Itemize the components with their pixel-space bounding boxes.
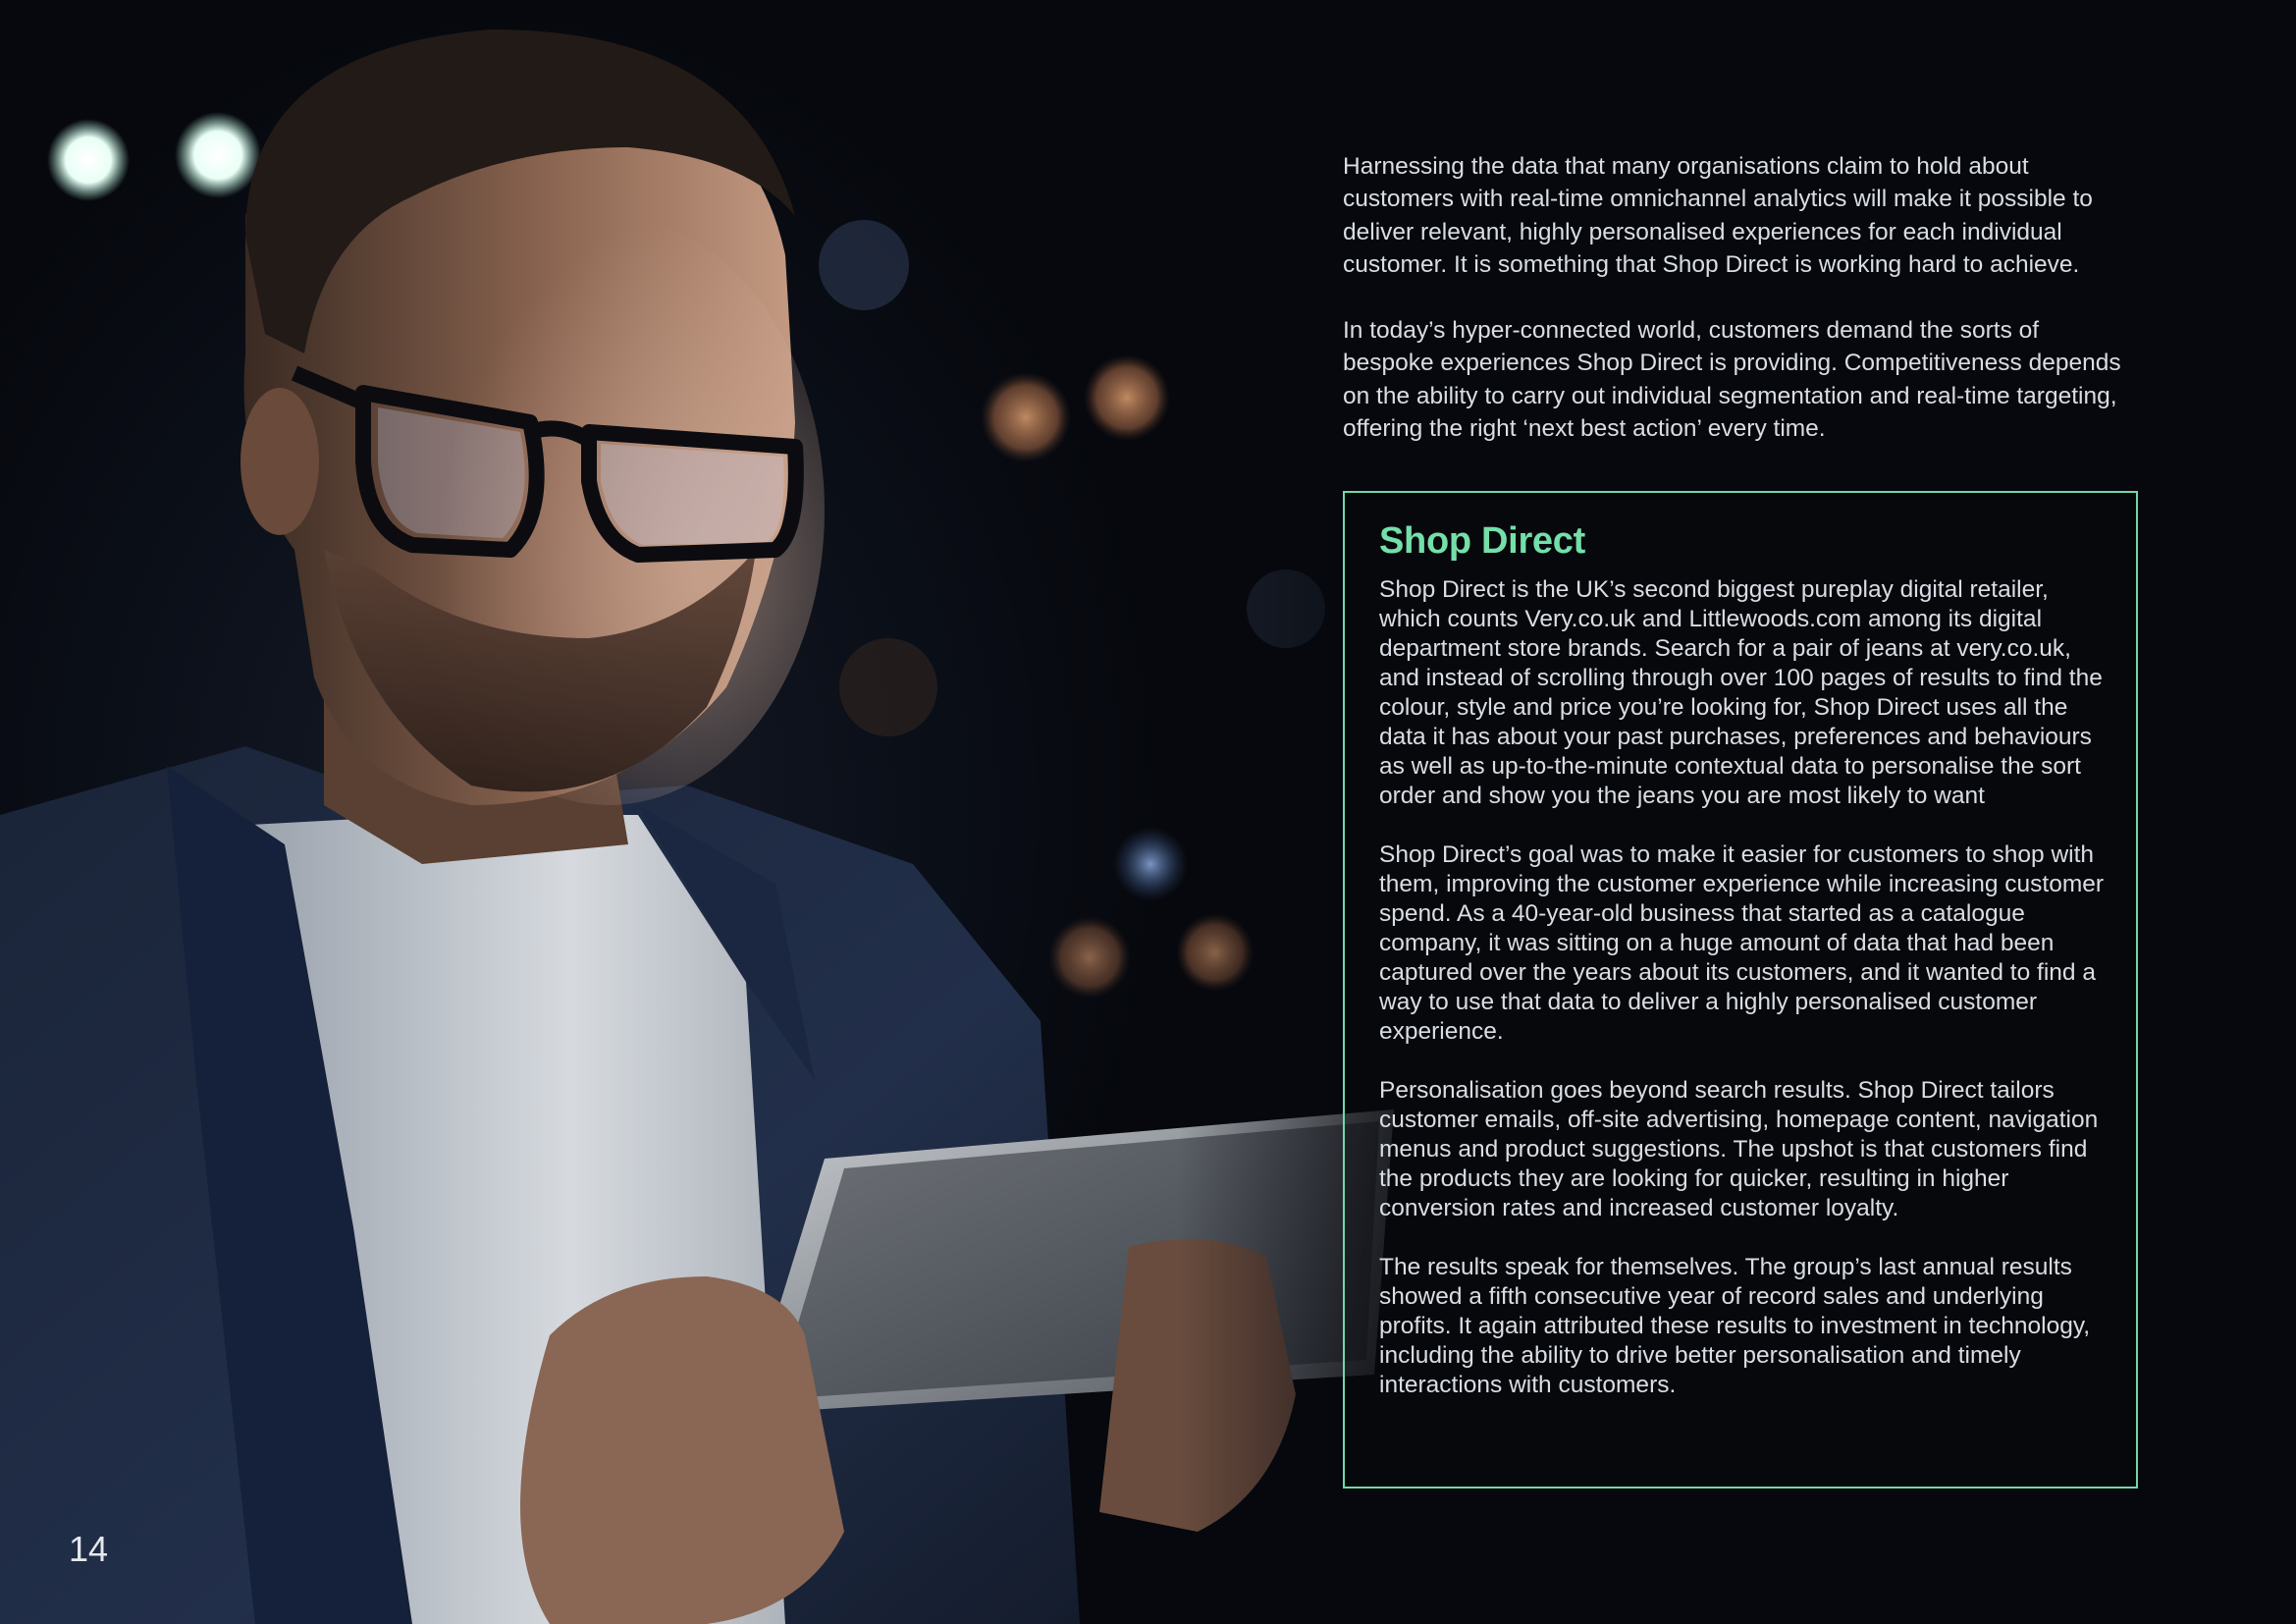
case-study-paragraph: Shop Direct is the UK’s second biggest pureplay digital retailer, which counts Very.co.uk and Littlewoods.com among its digital department store brands. Search for a pair of jeans at very.co.uk, and instead of scrolling through over 100 pages of results to find the colour, style and price you’re looking for, Shop Direct uses all the data it has about your past purchases, preferences and behaviours as well as up-to-the-minute contextual data to personalise the sort order and show you the jeans you are most likely to want [1379, 576, 2103, 809]
intro-text [1343, 150, 2128, 478]
shop-direct-case-study-box [1343, 491, 2138, 1489]
intro-paragraph: In today’s hyper-connected world, customers demand the sorts of bespoke experiences Shop Direct is providing. Competitiveness depends on the ability to carry out individual segmentation and real-time targeting, offering the right ‘next best action’ every time. [1343, 317, 2121, 443]
intro-paragraph: Harnessing the data that many organisations claim to hold about customers with real-time omnichannel analytics will make it possible to deliver relevant, highly personalised experiences for each individual customer. It is something that Shop Direct is working hard to achieve. [1343, 153, 2093, 279]
case-study-title: Shop Direct [1379, 520, 1585, 562]
case-study-paragraph: Shop Direct’s goal was to make it easier for customers to shop with them, improving the customer experience while increasing customer spend. As a 40-year-old business that started as a catalogue company, it was sitting on a huge amount of data that had been captured over the years about its customers, and it wanted to find a way to use that data to deliver a highly personalised customer experience. [1379, 841, 2105, 1045]
case-study-paragraph: The results speak for themselves. The group’s last annual results showed a fifth consecutive year of record sales and underlying profits. It again attributed these results to investment in technology, including the ability to drive better personalisation and timely interactions with customers. [1379, 1254, 2091, 1398]
case-study-paragraph: Personalisation goes beyond search results. Shop Direct tailors customer emails, off-site advertising, homepage content, navigation menus and product suggestions. The upshot is that customers find the products they are looking for quicker, resulting in higher conversion rates and increased customer loyalty. [1379, 1077, 2099, 1221]
page-number: 14 [69, 1529, 109, 1569]
